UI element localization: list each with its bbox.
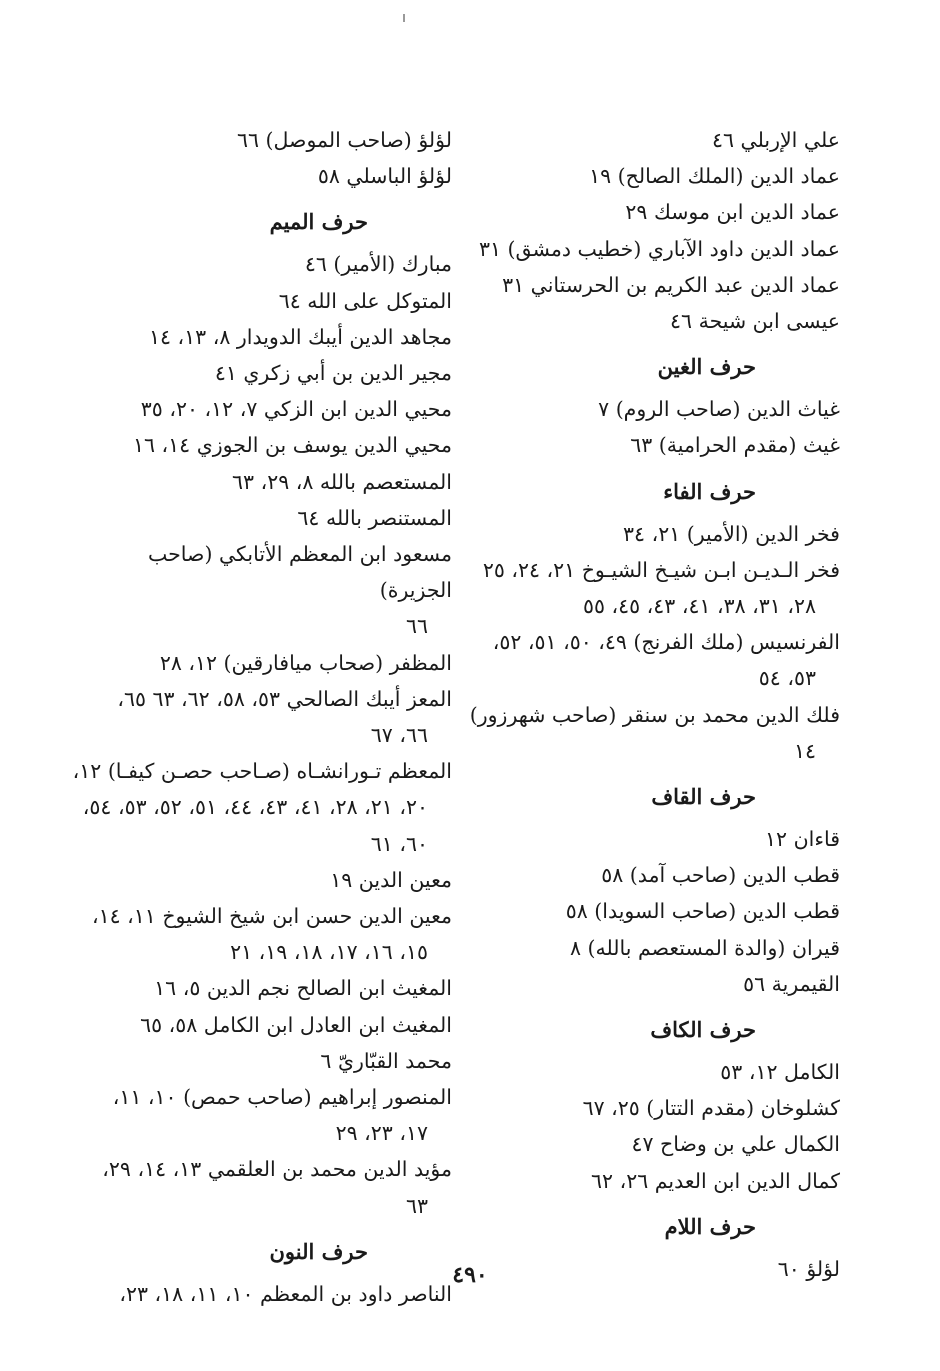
index-entry [72, 158, 452, 194]
entry-text: غيث (مقدم الحرامية) ٦٣ [630, 433, 840, 458]
entry-text: كشلوخان (مقدم التتار) ٢٥، ٦٧ [582, 1096, 840, 1121]
entry-text: المغيث ابن العادل ابن الكامل ٥٨، ٦٥ [140, 1012, 452, 1037]
index-entry [72, 970, 452, 1006]
letter-heading: حرف اللام [664, 1213, 756, 1239]
index-entry [460, 821, 840, 857]
letter-heading: حرف الفاء [663, 478, 756, 504]
entry-text: المظفر (صحاب ميافارقين) ١٢، ٢٨ [159, 650, 452, 675]
entry-continuation: ٢٠، ٢١، ٢٨، ٤١، ٤٣، ٤٤، ٥١، ٥٢، ٥٣، ٥٤، ٦٠، ٦١ [82, 795, 428, 856]
index-entry [460, 552, 840, 624]
entry-text: غياث الدين (صاحب الروم) ٧ [598, 397, 840, 422]
entry-text: المعز أيبك الصالحي ٥٣، ٥٨، ٦٢، ٦٣ ٦٥، [117, 686, 452, 711]
entry-text: علي الإربلي ٤٦ [711, 128, 840, 152]
scan-mark [403, 14, 405, 22]
index-entry [72, 1007, 452, 1043]
index-entry [460, 194, 840, 230]
letter-heading: حرف الغين [657, 354, 756, 380]
entry-text: عماد الدين داود الآباري (خطيب دمشق) ٣١ [478, 236, 840, 261]
entry-text: عماد الدين (الملك الصالح) ١٩ [589, 164, 840, 189]
letter-heading: حرف الكاف [650, 1017, 756, 1043]
entry-text: الكمال علي بن وضاح ٤٧ [631, 1132, 840, 1157]
entry-text: محيي الدين يوسف بن الجوزي ١٤، ١٦ [133, 433, 452, 458]
index-entry [72, 391, 452, 427]
index-entry [72, 122, 452, 158]
entry-continuation: ٢٨، ٣١، ٣٨، ٤١، ٤٣، ٤٥، ٥٥ [582, 594, 816, 619]
index-entry [460, 1090, 840, 1126]
entry-text: المنصور إبراهيم (صاحب حمص) ١٠، ١١، [112, 1085, 452, 1110]
index-entry [72, 283, 452, 319]
index-entry [460, 966, 840, 1002]
index-entry [72, 500, 452, 536]
entry-text: عماد الدين ابن موسك ٢٩ [625, 200, 840, 225]
index-entry [460, 893, 840, 929]
entry-continuation: ١٤ [793, 738, 816, 763]
entry-text: قطب الدين (صاحب آمد) ٥٨ [601, 863, 840, 888]
entry-text: المستعصم بالله ٨، ٢٩، ٦٣ [232, 469, 452, 494]
index-entry [72, 1043, 452, 1079]
index-entry [460, 624, 840, 696]
entry-text: فخر الدين (الأمير) ٢١، ٣٤ [623, 521, 840, 546]
entry-text: الناصر داود بن المعظم ١٠، ١١، ١٨، ٢٣، [119, 1281, 452, 1306]
page-number: ٤٩٠ [452, 1262, 488, 1288]
index-entry [72, 1079, 452, 1151]
entry-continuation: ١٧، ٢٣، ٢٩ [335, 1121, 428, 1146]
index-entry [460, 1163, 840, 1199]
index-entry [72, 536, 452, 645]
entry-text: القيمرية ٥٦ [743, 971, 840, 996]
index-entry [72, 1151, 452, 1223]
entry-text: لؤلؤ (صاحب الموصل) ٦٦ [236, 128, 452, 152]
entry-text: فلك الدين محمد بن سنقر (صاحب شهرزور) [469, 702, 840, 727]
entry-continuation: ٥٣، ٥٤ [758, 666, 816, 691]
entry-text: قيران (والدة المستعصم بالله) ٨ [569, 935, 840, 960]
index-entry [72, 246, 452, 282]
entry-text: لؤلؤ الباسلي ٥٨ [317, 164, 452, 189]
index-entry [460, 231, 840, 267]
index-entry [460, 267, 840, 303]
index-entry [72, 898, 452, 970]
entry-text: لؤلؤ ٦٠ [777, 1256, 840, 1281]
entry-text: فخر الـديـن ابـن شيـخ الشيـوخ ٢١، ٢٤، ٢٥ [482, 557, 840, 582]
entry-text: عماد الدين عبد الكريم بن الحرستاني ٣١ [502, 272, 840, 297]
entry-text: عيسى ابن شيحة ٤٦ [670, 309, 840, 334]
index-entry [460, 303, 840, 339]
entry-text: الكامل ١٢، ٥٣ [720, 1060, 840, 1085]
entry-continuation: ١٥، ١٦، ١٧، ١٨، ١٩، ٢١ [230, 940, 428, 965]
entry-text: مجير الدين بن أبي زكري ٤١ [214, 361, 452, 386]
entry-text: معين الدين حسن ابن شيخ الشيوخ ١١، ١٤، [91, 904, 452, 929]
index-entry [72, 319, 452, 355]
entry-text: قاءان ١٢ [765, 827, 840, 852]
index-entry [460, 697, 840, 769]
letter-heading: حرف النون [269, 1238, 368, 1264]
entry-text: محمد القبّاريّ ٦ [320, 1048, 452, 1073]
index-entry [72, 645, 452, 681]
entry-text: الفرنسيس (ملك الفرنج) ٤٩، ٥٠، ٥١، ٥٢، [492, 630, 840, 655]
letter-heading: حرف القاف [651, 784, 756, 810]
index-entry [72, 355, 452, 391]
index-entry [72, 862, 452, 898]
entry-text: كمال الدين ابن العديم ٢٦، ٦٢ [591, 1168, 840, 1193]
entry-text: معين الدين ١٩ [330, 867, 452, 892]
entry-text: مؤيد الدين محمد بن العلقمي ١٣، ١٤، ٢٩، [102, 1157, 452, 1182]
entry-continuation: ٦٦ [405, 614, 428, 639]
entry-text: مسعود ابن المعظم الأتابكي (صاحب الجزيرة) [148, 542, 452, 603]
entry-text: المعظم تـورانشـاه (صـاحب حصـن كيفـا) ١٢، [72, 759, 452, 784]
letter-heading: حرف الميم [269, 209, 368, 235]
entry-text: المستنصر بالله ٦٤ [297, 505, 452, 530]
index-entry [460, 1126, 840, 1162]
entry-text: مبارك (الأمير) ٤٦ [304, 252, 452, 277]
entry-text: المغيث ابن الصالح نجم الدين ٥، ١٦ [154, 976, 452, 1001]
entry-continuation: ٦٣ [405, 1193, 428, 1218]
index-column-left [72, 122, 452, 1312]
index-entry [460, 122, 840, 158]
index-entry [72, 427, 452, 463]
index-entry [72, 464, 452, 500]
entry-text: مجاهد الدين أيبك الدويدار ٨، ١٣، ١٤ [149, 324, 452, 349]
index-entry [460, 427, 840, 463]
entry-text: محيي الدين ابن الزكي ٧، ١٢، ٢٠، ٣٥ [140, 397, 452, 422]
entry-continuation: ٦٦، ٦٧ [370, 723, 428, 748]
index-entry [460, 158, 840, 194]
index-entry [460, 1054, 840, 1090]
entry-text: قطب الدين (صاحب السويدا) ٥٨ [565, 899, 840, 924]
index-column-right [460, 122, 840, 1287]
index-entry [460, 516, 840, 552]
index-entry [72, 681, 452, 753]
index-entry [72, 753, 452, 862]
index-entry [460, 930, 840, 966]
entry-text: المتوكل على الله ٦٤ [278, 288, 452, 313]
index-entry [460, 391, 840, 427]
index-entry [460, 857, 840, 893]
